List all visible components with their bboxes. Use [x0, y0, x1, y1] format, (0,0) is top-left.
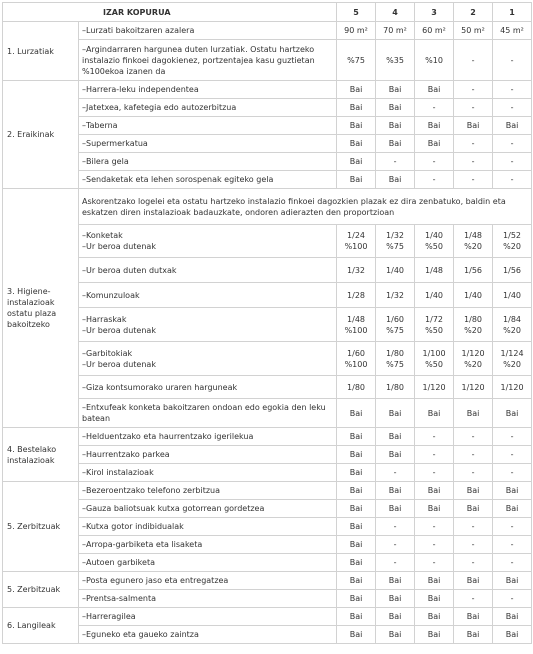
table-row [3, 189, 532, 225]
value-cell: 1/72 %50 [415, 308, 454, 342]
table-row [3, 342, 532, 376]
value-cell: - [454, 40, 493, 81]
value-cell: - [376, 518, 415, 536]
row-label: –Konketak –Ur beroa dutenak [79, 225, 337, 258]
value-cell: Bai [454, 399, 493, 428]
star-header-5: 5 [337, 3, 376, 22]
value-cell: - [493, 446, 532, 464]
value-cell: 1/48 %100 [337, 308, 376, 342]
table-row [3, 135, 532, 153]
value-cell: Bai [337, 171, 376, 189]
table-row [3, 536, 532, 554]
value-cell: - [454, 518, 493, 536]
value-cell: Bai [376, 135, 415, 153]
value-cell: 1/84 %20 [493, 308, 532, 342]
value-cell: Bai [454, 608, 493, 626]
value-cell: 90 m² [337, 22, 376, 40]
value-cell: - [415, 554, 454, 572]
value-cell: - [415, 446, 454, 464]
value-cell: - [376, 536, 415, 554]
star-header-4: 4 [376, 3, 415, 22]
section-label: 3. Higiene-instalazioak ostatu plaza bakoitzeko [3, 189, 79, 428]
table-row [3, 283, 532, 308]
value-cell: 70 m² [376, 22, 415, 40]
section-label: 5. Zerbitzuak [3, 482, 79, 572]
section-note: Askorentzako logelei eta ostatu hartzeko instalazio finkoei dagozkien plazak ez dira zenbatuko, baldin eta eskatzen diren instalazioak badauzkate, ondoren adierazten den proportzioan [79, 189, 532, 225]
value-cell: - [493, 135, 532, 153]
value-cell: - [454, 153, 493, 171]
value-cell: - [454, 590, 493, 608]
table-row [3, 225, 532, 258]
value-cell: Bai [454, 626, 493, 644]
value-cell: 1/40 [454, 283, 493, 308]
value-cell: - [454, 446, 493, 464]
value-cell: Bai [454, 572, 493, 590]
row-label: –Autoen garbiketa [79, 554, 337, 572]
value-cell: Bai [493, 626, 532, 644]
value-cell: - [415, 153, 454, 171]
value-cell: Bai [493, 572, 532, 590]
table-row [3, 428, 532, 446]
value-cell: - [376, 464, 415, 482]
value-cell: Bai [376, 117, 415, 135]
value-cell: Bai [376, 446, 415, 464]
row-label: –Kutxa gotor indibidualak [79, 518, 337, 536]
row-label: –Komunzuloak [79, 283, 337, 308]
table-row [3, 572, 532, 590]
section-label: 1. Lurzatiak [3, 22, 79, 81]
value-cell: - [493, 590, 532, 608]
row-label: –Ur beroa duten dutxak [79, 258, 337, 283]
value-cell: - [493, 171, 532, 189]
table-row [3, 22, 532, 40]
value-cell: 45 m² [493, 22, 532, 40]
value-cell: - [493, 153, 532, 171]
value-cell: 1/24 %100 [337, 225, 376, 258]
row-label: –Giza kontsumorako uraren harguneak [79, 376, 337, 399]
value-cell: - [415, 171, 454, 189]
table-row [3, 464, 532, 482]
value-cell: %75 [337, 40, 376, 81]
table-row [3, 446, 532, 464]
table-row [3, 171, 532, 189]
value-cell: Bai [337, 500, 376, 518]
value-cell: 1/40 [493, 283, 532, 308]
value-cell: 1/32 %75 [376, 225, 415, 258]
row-label: –Supermerkatua [79, 135, 337, 153]
row-label: –Helduentzako eta haurrentzako igerilekua [79, 428, 337, 446]
value-cell: %10 [415, 40, 454, 81]
value-cell: - [493, 428, 532, 446]
value-cell: Bai [337, 446, 376, 464]
value-cell: Bai [376, 482, 415, 500]
table-row [3, 81, 532, 99]
value-cell: Bai [376, 171, 415, 189]
value-cell: 1/80 %20 [454, 308, 493, 342]
value-cell: 1/40 %50 [415, 225, 454, 258]
table-row [3, 399, 532, 428]
value-cell: 1/100 %50 [415, 342, 454, 376]
value-cell: Bai [337, 554, 376, 572]
value-cell: Bai [454, 482, 493, 500]
table-row [3, 99, 532, 117]
row-label: –Harreragilea [79, 608, 337, 626]
value-cell: 1/28 [337, 283, 376, 308]
value-cell: 1/120 [415, 376, 454, 399]
value-cell: - [376, 153, 415, 171]
value-cell: 1/48 [415, 258, 454, 283]
value-cell: Bai [415, 399, 454, 428]
section-label: 2. Eraikinak [3, 81, 79, 189]
value-cell: Bai [376, 590, 415, 608]
value-cell: Bai [376, 572, 415, 590]
table-row [3, 376, 532, 399]
value-cell: - [415, 99, 454, 117]
row-label: –Arropa-garbiketa eta lisaketa [79, 536, 337, 554]
value-cell: - [376, 554, 415, 572]
value-cell: Bai [415, 81, 454, 99]
table-title: IZAR KOPURUA [3, 3, 337, 22]
table-row [3, 117, 532, 135]
value-cell: Bai [337, 608, 376, 626]
value-cell: - [415, 536, 454, 554]
value-cell: Bai [376, 608, 415, 626]
value-cell: 1/120 %20 [454, 342, 493, 376]
header-row [3, 3, 532, 22]
row-label: –Taberna [79, 117, 337, 135]
value-cell: - [415, 518, 454, 536]
value-cell: - [493, 81, 532, 99]
value-cell: - [493, 464, 532, 482]
value-cell: - [454, 554, 493, 572]
value-cell: - [454, 536, 493, 554]
value-cell: Bai [493, 399, 532, 428]
value-cell: 1/48 %20 [454, 225, 493, 258]
value-cell: Bai [376, 399, 415, 428]
value-cell: Bai [376, 99, 415, 117]
value-cell: Bai [337, 482, 376, 500]
value-cell: Bai [337, 590, 376, 608]
value-cell: 1/56 [454, 258, 493, 283]
value-cell: - [493, 536, 532, 554]
value-cell: 1/80 [337, 376, 376, 399]
value-cell: Bai [337, 135, 376, 153]
value-cell: 1/124 %20 [493, 342, 532, 376]
value-cell: - [454, 135, 493, 153]
value-cell: Bai [415, 482, 454, 500]
row-label: –Prentsa-salmenta [79, 590, 337, 608]
row-label: –Kirol instalazioak [79, 464, 337, 482]
value-cell: Bai [493, 608, 532, 626]
row-label: –Sendaketak eta lehen sorospenak egiteko gela [79, 171, 337, 189]
star-header-3: 3 [415, 3, 454, 22]
value-cell: 60 m² [415, 22, 454, 40]
value-cell: Bai [337, 518, 376, 536]
table-row [3, 482, 532, 500]
section-label: 5. Zerbitzuak [3, 572, 79, 608]
value-cell: Bai [415, 626, 454, 644]
table-row [3, 308, 532, 342]
star-header-2: 2 [454, 3, 493, 22]
value-cell: 1/32 [376, 283, 415, 308]
table-row [3, 500, 532, 518]
value-cell: Bai [415, 572, 454, 590]
value-cell: Bai [376, 428, 415, 446]
value-cell: 1/60 %100 [337, 342, 376, 376]
value-cell: Bai [493, 482, 532, 500]
value-cell: Bai [415, 590, 454, 608]
table-row [3, 554, 532, 572]
value-cell: - [454, 464, 493, 482]
value-cell: Bai [454, 500, 493, 518]
row-label: –Garbitokiak –Ur beroa dutenak [79, 342, 337, 376]
table-row [3, 590, 532, 608]
value-cell: Bai [337, 428, 376, 446]
row-label: –Eguneko eta gaueko zaintza [79, 626, 337, 644]
table-row [3, 626, 532, 644]
value-cell: 1/40 [415, 283, 454, 308]
value-cell: Bai [415, 117, 454, 135]
section-label: 6. Langileak [3, 608, 79, 644]
value-cell: - [415, 464, 454, 482]
value-cell: Bai [337, 536, 376, 554]
table-row [3, 518, 532, 536]
value-cell: Bai [376, 81, 415, 99]
value-cell: - [454, 428, 493, 446]
value-cell: - [454, 171, 493, 189]
row-label: –Harrera-leku independentea [79, 81, 337, 99]
row-label: –Harraskak –Ur beroa dutenak [79, 308, 337, 342]
value-cell: Bai [337, 399, 376, 428]
row-label: –Argindarraren hargunea duten lurzatiak. Ostatu hartzeko instalazio finkoei dagokienez, portzentajea kasu guztietan %100ekoa izanen da [79, 40, 337, 81]
value-cell: 1/120 [493, 376, 532, 399]
value-cell: - [493, 40, 532, 81]
value-cell: Bai [337, 99, 376, 117]
value-cell: 50 m² [454, 22, 493, 40]
value-cell: Bai [337, 153, 376, 171]
value-cell: 1/40 [376, 258, 415, 283]
value-cell: Bai [415, 135, 454, 153]
value-cell: - [415, 428, 454, 446]
value-cell: Bai [493, 117, 532, 135]
value-cell: 1/80 [376, 376, 415, 399]
value-cell: Bai [415, 608, 454, 626]
value-cell: Bai [454, 117, 493, 135]
value-cell: Bai [337, 117, 376, 135]
table-row [3, 40, 532, 81]
value-cell: - [493, 99, 532, 117]
table-row [3, 608, 532, 626]
value-cell: - [493, 518, 532, 536]
value-cell: Bai [337, 81, 376, 99]
value-cell: Bai [376, 500, 415, 518]
star-category-table [2, 2, 532, 644]
row-label: –Entxufeak konketa bakoitzaren ondoan edo egokia den leku batean [79, 399, 337, 428]
value-cell: Bai [415, 500, 454, 518]
table-row [3, 153, 532, 171]
value-cell: %35 [376, 40, 415, 81]
value-cell: Bai [376, 626, 415, 644]
row-label: –Gauza baliotsuak kutxa gotorrean gordetzea [79, 500, 337, 518]
value-cell: 1/120 [454, 376, 493, 399]
row-label: –Bezeroentzako telefono zerbitzua [79, 482, 337, 500]
value-cell: Bai [337, 626, 376, 644]
row-label: –Jatetxea, kafetegia edo autozerbitzua [79, 99, 337, 117]
value-cell: 1/56 [493, 258, 532, 283]
star-header-1: 1 [493, 3, 532, 22]
value-cell: - [454, 99, 493, 117]
value-cell: 1/32 [337, 258, 376, 283]
value-cell: - [454, 81, 493, 99]
value-cell: 1/52 %20 [493, 225, 532, 258]
section-label: 4. Bestelako instalazioak [3, 428, 79, 482]
row-label: –Posta egunero jaso eta entregatzea [79, 572, 337, 590]
table-row [3, 258, 532, 283]
value-cell: 1/60 %75 [376, 308, 415, 342]
value-cell: 1/80 %75 [376, 342, 415, 376]
value-cell: Bai [337, 464, 376, 482]
row-label: –Lurzati bakoitzaren azalera [79, 22, 337, 40]
value-cell: - [493, 554, 532, 572]
value-cell: Bai [493, 500, 532, 518]
value-cell: Bai [337, 572, 376, 590]
row-label: –Haurrentzako parkea [79, 446, 337, 464]
row-label: –Bilera gela [79, 153, 337, 171]
